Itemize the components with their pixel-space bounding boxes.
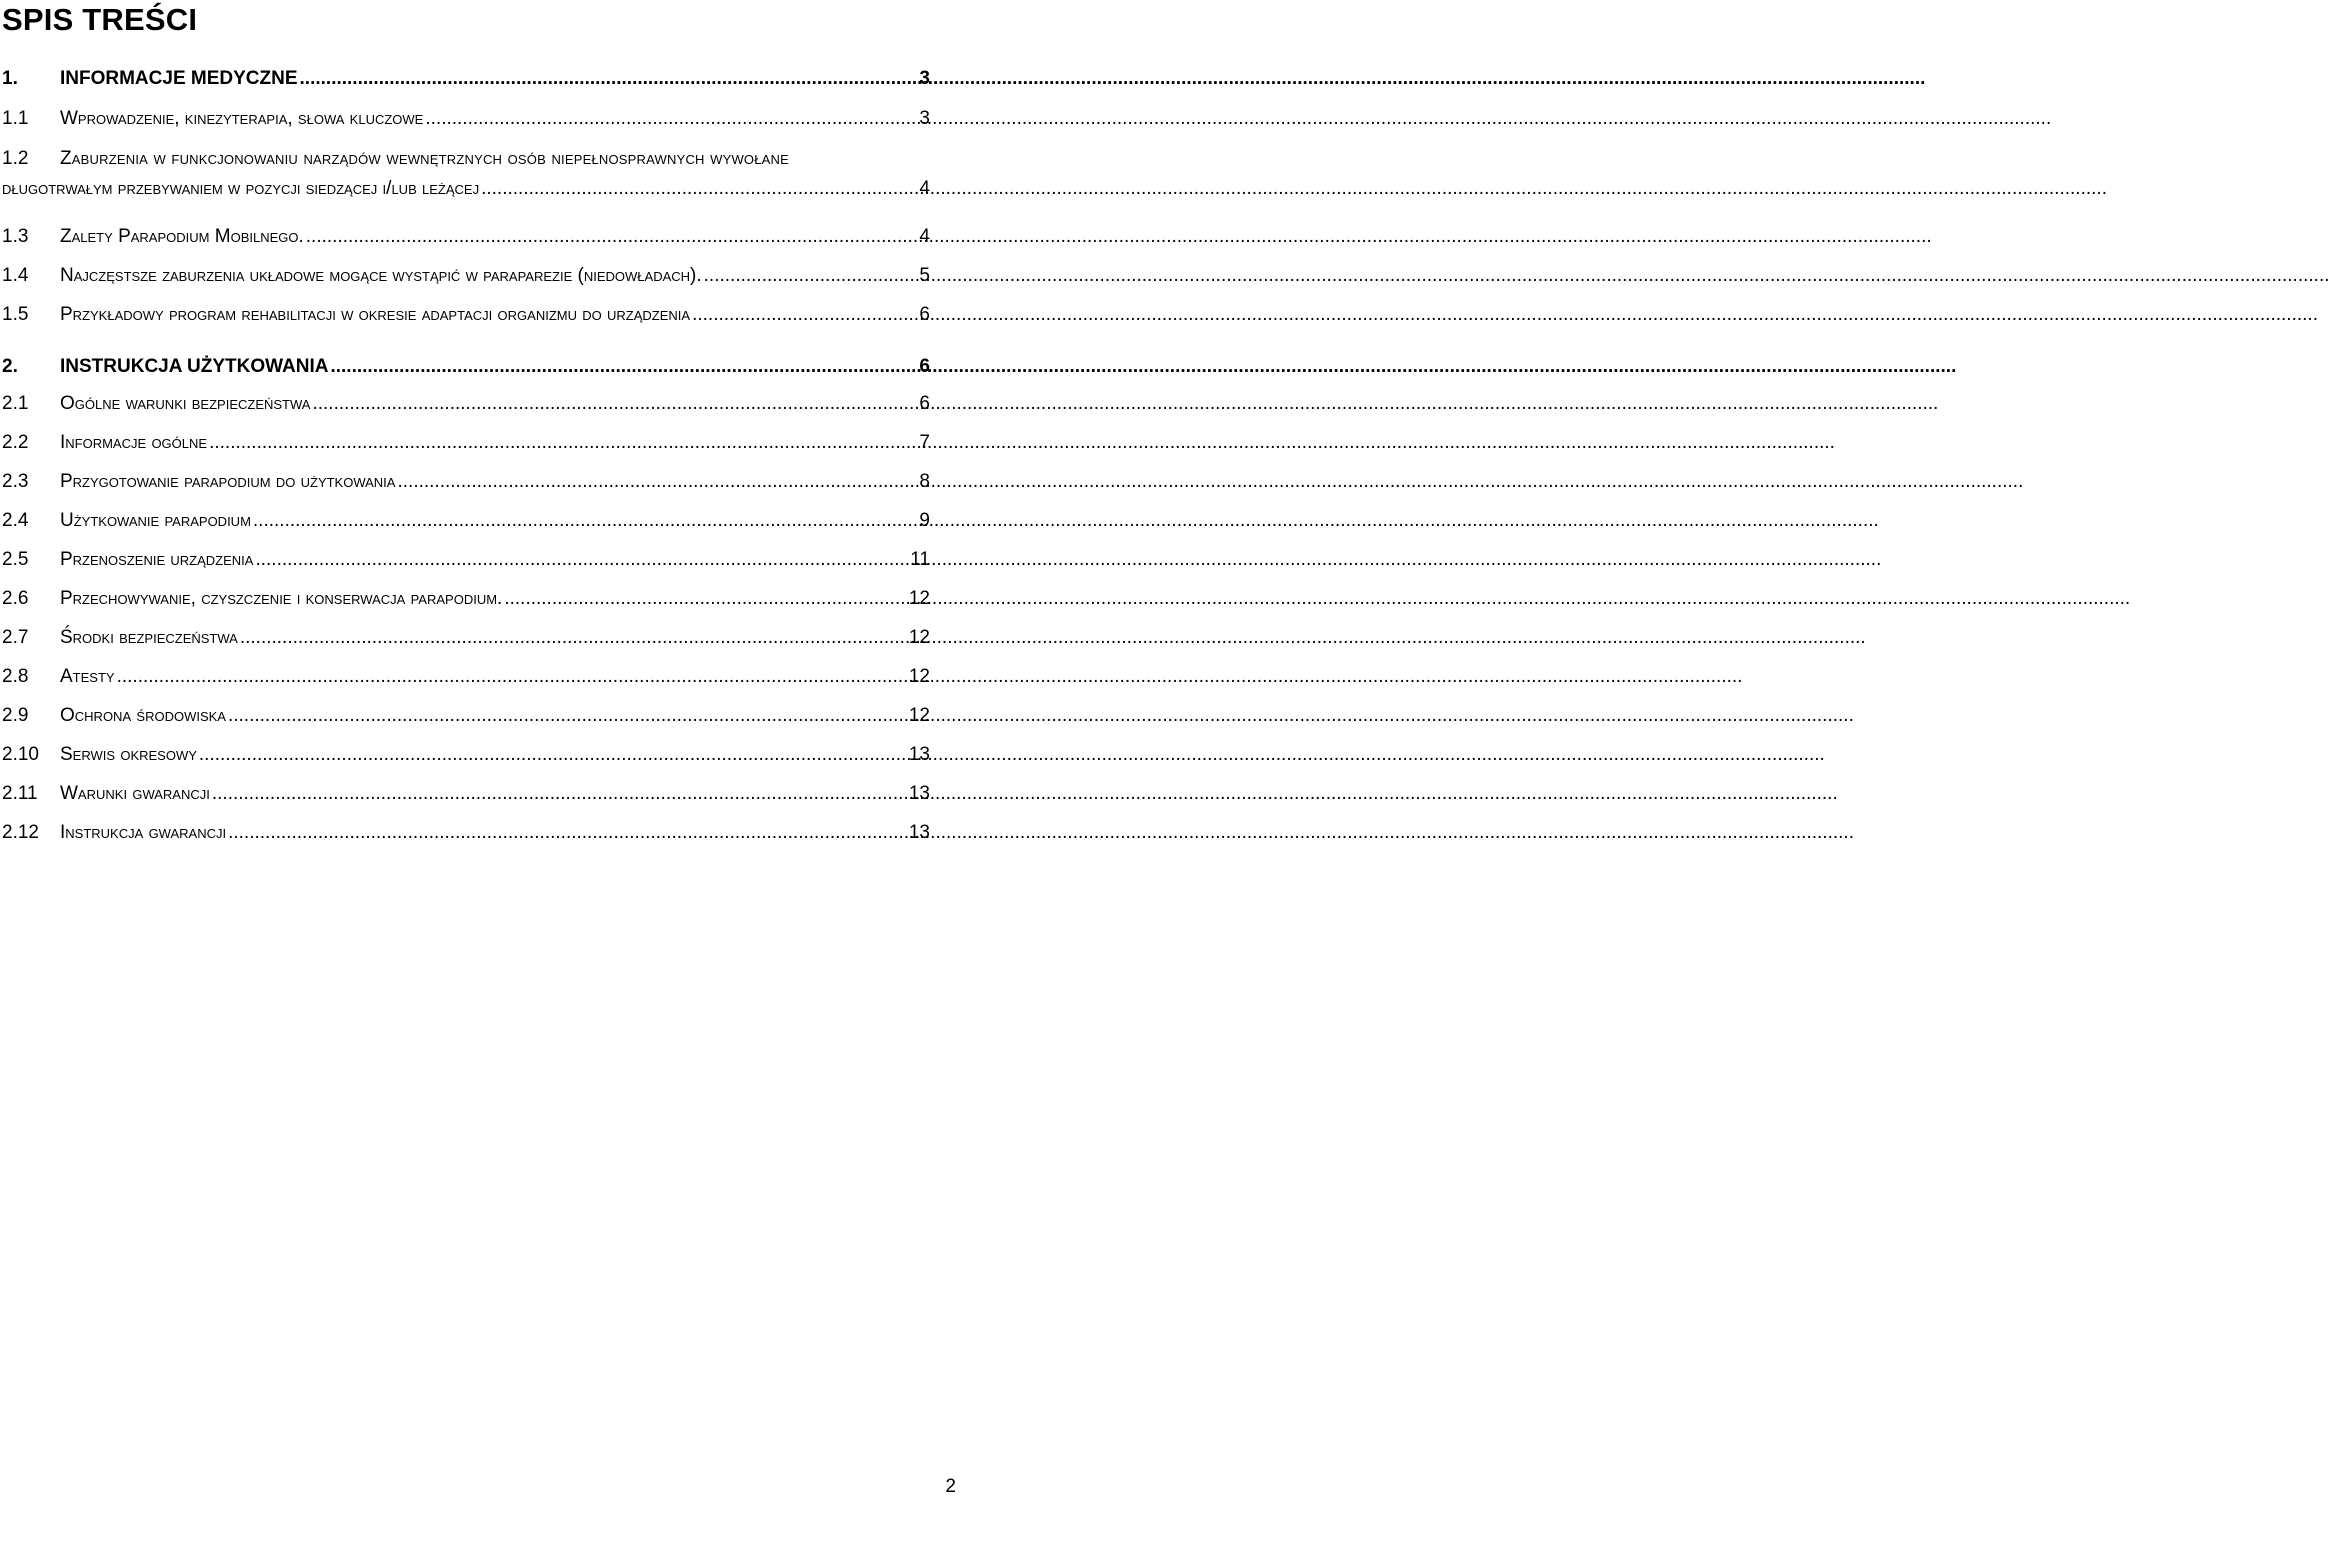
toc-entry-page: 13 [908,822,930,843]
dot-leader [228,818,905,848]
toc-entry-2-11[interactable] [0,779,930,809]
toc-entry-title: Środki bezpieczeństwa [60,627,238,648]
toc-entry-page: 4 [919,178,930,199]
toc-entry-number: 1.1 [2,108,29,129]
toc-entry-number: 1.5 [2,304,29,325]
toc-entry-title: Zalety Parapodium Mobilnego. [60,226,304,247]
dot-leader [212,779,905,809]
toc-entry-2-5[interactable] [0,545,930,575]
toc-entry-number: 2. [2,356,18,377]
toc-entry-2-8[interactable] [0,662,930,692]
toc-entry-page: 8 [919,471,930,492]
dot-leader [504,584,905,614]
toc-entry-title: Atesty [60,666,115,687]
dot-leader [330,352,915,382]
toc-entry-2-12[interactable] [0,818,930,848]
toc-entry-1-4[interactable] [0,261,930,291]
toc-entry-title: Instrukcja gwarancji [60,822,227,843]
dot-leader [117,662,905,692]
toc-entry-number: 2.7 [2,627,29,648]
toc-entry-title: Przykładowy program rehabilitacji w okresie adaptacji organizmu do urządzenia [60,304,691,325]
dot-leader [209,428,915,458]
toc-entry-title-part: Zaburzenia w funkcjonowaniu narządów wewnętrznych osób niepełnosprawnych wywołane [60,148,789,169]
toc-entry-2-4[interactable] [0,506,930,536]
toc-entry-page: 13 [908,744,930,765]
dot-leader [253,506,916,536]
toc-entry-title: Informacje ogólne [60,432,208,453]
toc-entry-1-2[interactable] [0,144,930,204]
toc-entry-page: 3 [919,108,930,129]
dot-leader [228,701,905,731]
toc-entry-number: 2.12 [2,822,39,843]
toc-entry-number: 1.2 [2,148,29,169]
dot-leader [312,389,915,419]
toc-entry-title-line2: długotrwałym przebywaniem w pozycji siedzącej i/lub leżącej [2,178,480,199]
toc-entry-2-7[interactable] [0,623,930,653]
toc-entry-2-6[interactable] [0,584,930,614]
dot-leader [199,740,905,770]
toc-entry-title: Wprowadzenie, kinezyterapia, słowa kluczowe [60,108,424,129]
toc-entry-number: 2.2 [2,432,29,453]
toc-entry-title: Warunki gwarancji [60,783,210,804]
toc-entry-page: 11 [910,549,930,570]
toc-entry-page: 12 [908,627,930,648]
dot-leader [481,174,915,204]
toc-entry-1-5[interactable] [0,300,930,330]
toc-entry-page: 6 [919,393,930,414]
toc-entry-page: 4 [919,226,930,247]
toc-entry-number: 2.1 [2,393,29,414]
toc-entry-title: Użytkowanie parapodium [60,510,251,531]
toc-entry-page: 5 [919,265,930,286]
toc-entry-title: Ogólne warunki bezpieczeństwa [60,393,311,414]
dot-leader [306,222,916,252]
page-number: 2 [945,1476,956,1497]
toc-entry-page: 12 [908,666,930,687]
toc-entry-title: Przenoszenie urządzenia [60,549,254,570]
toc-entry-number: 1.4 [2,265,29,286]
dot-leader [692,300,915,330]
toc-entry-number: 2.3 [2,471,29,492]
toc-entry-number: 2.6 [2,588,29,609]
toc-entry-title: INFORMACJE MEDYCZNE [60,68,298,89]
toc-entry-number: 2.8 [2,666,29,687]
toc-entry-number: 2.5 [2,549,29,570]
toc-entry-2-9[interactable] [0,701,930,731]
toc-entry-2[interactable] [0,352,930,382]
toc-entry-title: Najczęstsze zaburzenia układowe mogące wystąpić w paraparezie (niedowładach). [60,265,702,286]
toc-entry-title: Ochrona środowiska [60,705,226,726]
toc-entry-2-3[interactable] [0,467,930,497]
toc-entry-1-3[interactable] [0,222,930,252]
dot-leader [397,467,915,497]
toc-entry-number: 2.9 [2,705,29,726]
toc-entry-title-line1 [60,144,930,174]
toc-entry-1[interactable] [0,64,930,94]
toc-entry-number: 2.4 [2,510,29,531]
dot-leader [255,545,906,575]
dot-leader [240,623,905,653]
toc-entry-number: 1.3 [2,226,29,247]
toc-entry-title: Serwis okresowy [60,744,197,765]
dot-leader [300,64,916,94]
toc-entry-2-2[interactable] [0,428,930,458]
toc-entry-number: 2.10 [2,744,39,765]
toc-entry-title: INSTRUKCJA UŻYTKOWANIA [60,356,329,377]
page-title: SPIS TREŚCI [2,2,198,37]
dot-leader [425,104,915,134]
toc-entry-page: 3 [919,68,930,89]
toc-entry-2-10[interactable] [0,740,930,770]
toc-entry-2-1[interactable] [0,389,930,419]
toc-entry-number: 1. [2,68,18,89]
toc-entry-page: 13 [908,783,930,804]
toc-entry-page: 6 [919,356,930,377]
toc-entry-page: 12 [908,588,930,609]
toc-entry-page: 7 [919,432,930,453]
toc-entry-page: 9 [919,510,930,531]
toc-entry-title: Przechowywanie, czyszczenie i konserwacja parapodium. [60,588,503,609]
toc-entry-1-1[interactable] [0,104,930,134]
toc-entry-title: Przygotowanie parapodium do użytkowania [60,471,396,492]
toc-entry-page: 12 [908,705,930,726]
toc-entry-page: 6 [919,304,930,325]
dot-leader [704,261,916,291]
toc-entry-number: 2.11 [2,783,38,804]
